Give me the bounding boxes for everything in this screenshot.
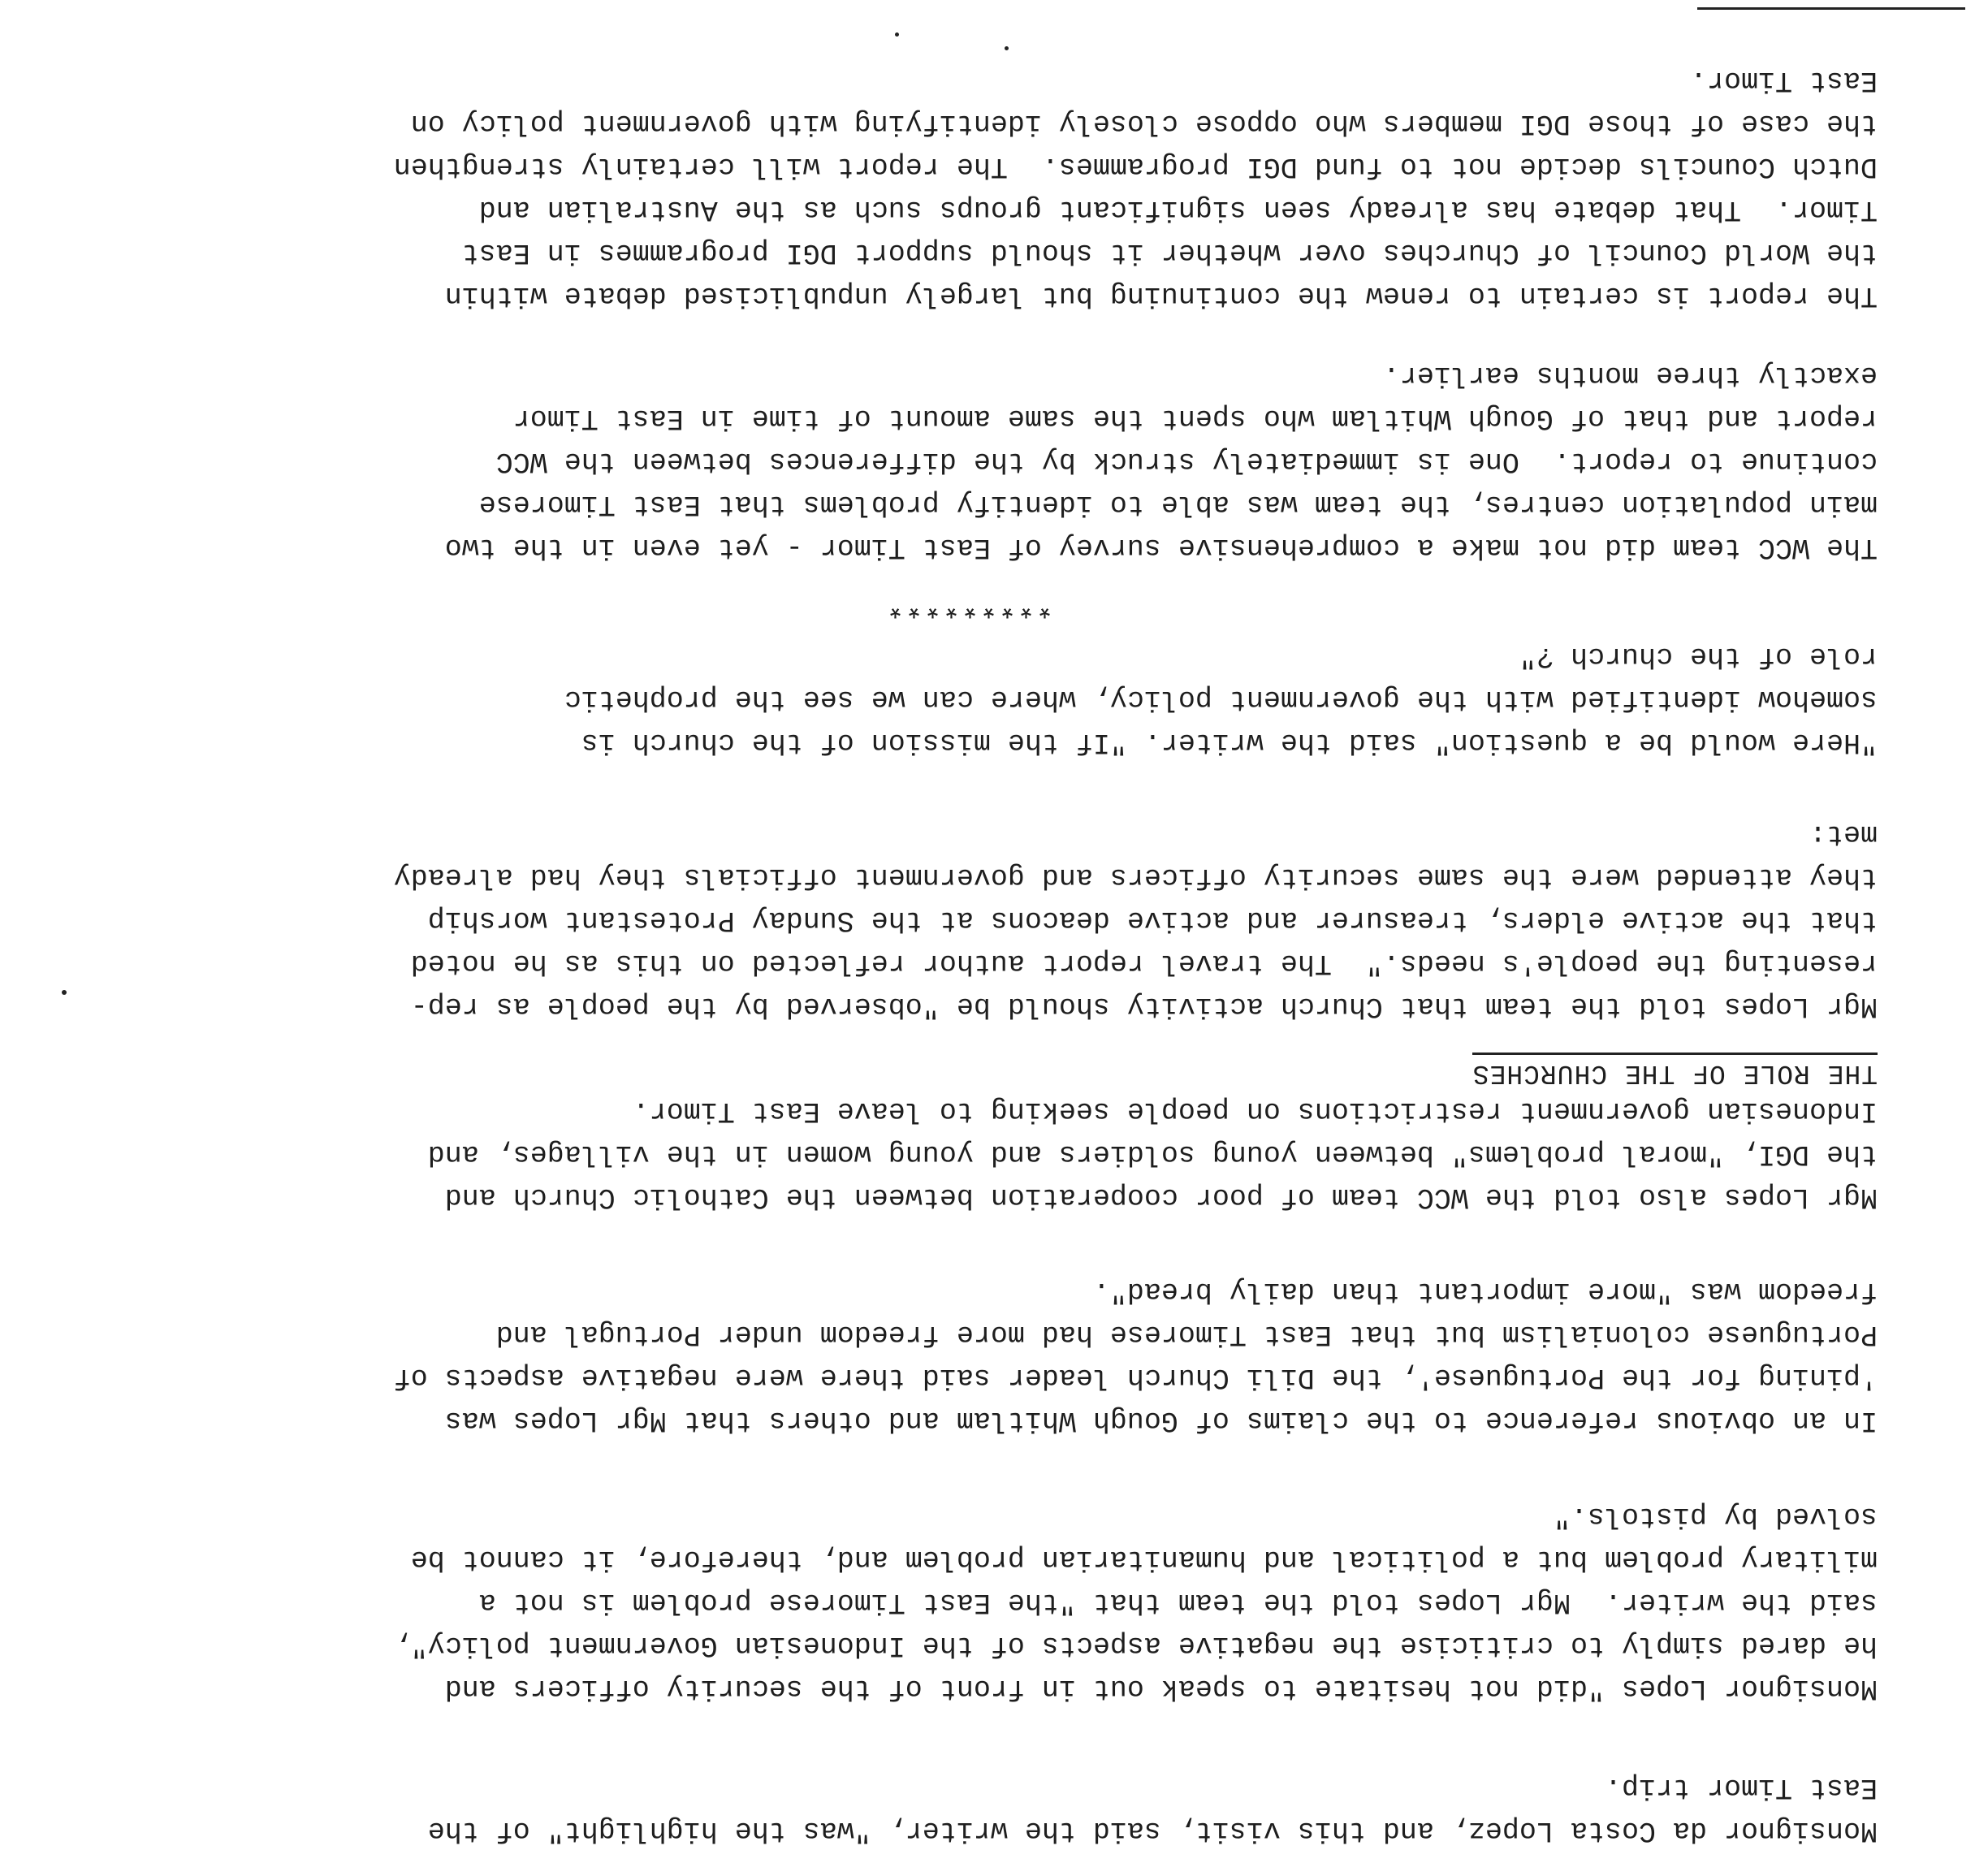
- paragraph-p1: [99, 1766, 1878, 1852]
- text-line: In an obvious reference to the claims of Gough Whitlam and others that Mgr Lopes was: [444, 1404, 1878, 1437]
- paragraph-p8: [99, 58, 1878, 317]
- paragraph-p6: [99, 634, 1878, 763]
- text-line: Mgr Lopes told the team that Church activity should be "observed by the people as rep-: [410, 990, 1878, 1022]
- text-line: freedom was "more important than daily bread".: [1092, 1275, 1878, 1308]
- text-line: Portuguese colonialism but that East Timorese had more freedom under Portugal and: [495, 1318, 1878, 1351]
- text-line: met:: [1809, 818, 1878, 850]
- text-line: the DGI, "moral problems" between young soldiers and young women in the villages, and: [427, 1138, 1878, 1170]
- text-line: The WCC team did not make a comprehensive survey of East Timor - yet even in the two: [444, 531, 1878, 564]
- text-line: the case of those DGI members who oppose closely identifying with government policy on: [410, 107, 1878, 140]
- text-line: military problem but a political and humanitarian problem and, therefore, it cannot be: [410, 1543, 1878, 1576]
- text-line: the World Council of Churches over whether it should support DGI programmes in East: [461, 236, 1878, 269]
- text-line: exactly three months earlier.: [1382, 359, 1878, 391]
- text-line: main population centres, the team was able to identify problems that East Timorese: [478, 488, 1878, 521]
- text-line: 'pining for the Portuguese', the Dili Church leader said there were negative aspects of: [393, 1361, 1878, 1394]
- text-line: The report is certain to renew the continuing but largely unpublicised debate within: [444, 279, 1878, 312]
- text-line: "Here would be a question" said the writer. "If the mission of the church is: [581, 726, 1878, 759]
- text-line: resenting the people's needs." The travel report author reflected on this as he noted: [410, 947, 1878, 979]
- paragraph-p4: [99, 1089, 1878, 1218]
- text-line: said the writer. Mgr Lopes told the team that "the East Timorese problem is not a: [478, 1586, 1878, 1619]
- text-line: Monsignor Lopes "did not hesitate to speak out in front of the security officers and: [444, 1672, 1878, 1705]
- section-heading: THE ROLE OF THE CHURCHES: [1472, 1053, 1878, 1088]
- text-line: East Timor trip.: [1604, 1771, 1878, 1804]
- paragraph-p3: [99, 1269, 1878, 1442]
- text-line: Indonesian government restrictions on people seeking to leave East Timor.: [632, 1095, 1878, 1127]
- paragraph-p5: [99, 812, 1878, 1027]
- paragraph-p7: [99, 353, 1878, 568]
- text-line: East Timor.: [1689, 64, 1878, 97]
- text-line: that the active elders, treasurer and active deacons at the Sunday Protestant worship: [427, 904, 1878, 936]
- text-line: he dared simply to criticise the negative aspects of the Indonesian Government policy",: [393, 1629, 1878, 1662]
- text-line: Mgr Lopes also told the WCC team of poor cooperation between the Catholic Church and: [444, 1181, 1878, 1213]
- text-line: continue to report. One is immediately struck by the differences between the WCC: [495, 445, 1878, 478]
- text-line: Timor. That debate has already seen significant groups such as the Australian and: [478, 193, 1878, 226]
- text-line: report and that of Gough Whitlam who spent the same amount of time in East Timor: [512, 402, 1878, 434]
- text-line: Monsignor da Costa Lopez, and this visit, said the writer, "was the highlight" of the: [427, 1814, 1878, 1847]
- scan-speck: [895, 32, 899, 37]
- paragraph-p2: [99, 1494, 1878, 1710]
- text-line: solved by pistols.": [1553, 1500, 1878, 1532]
- text-line: they attended were the same security officers and government officials they had already: [393, 861, 1878, 893]
- scan-speck: [1005, 46, 1009, 50]
- top-edge-rule: [1697, 7, 1965, 10]
- scan-speck: [62, 990, 67, 995]
- section-separator: *********: [884, 589, 1053, 621]
- text-line: Dutch Councils decide not to fund DGI programmes. The report will certainly strengthen: [393, 150, 1878, 183]
- text-line: role of the church ?": [1519, 640, 1878, 672]
- text-line: somehow identified with the government policy, where can we see the prophetic: [564, 683, 1878, 715]
